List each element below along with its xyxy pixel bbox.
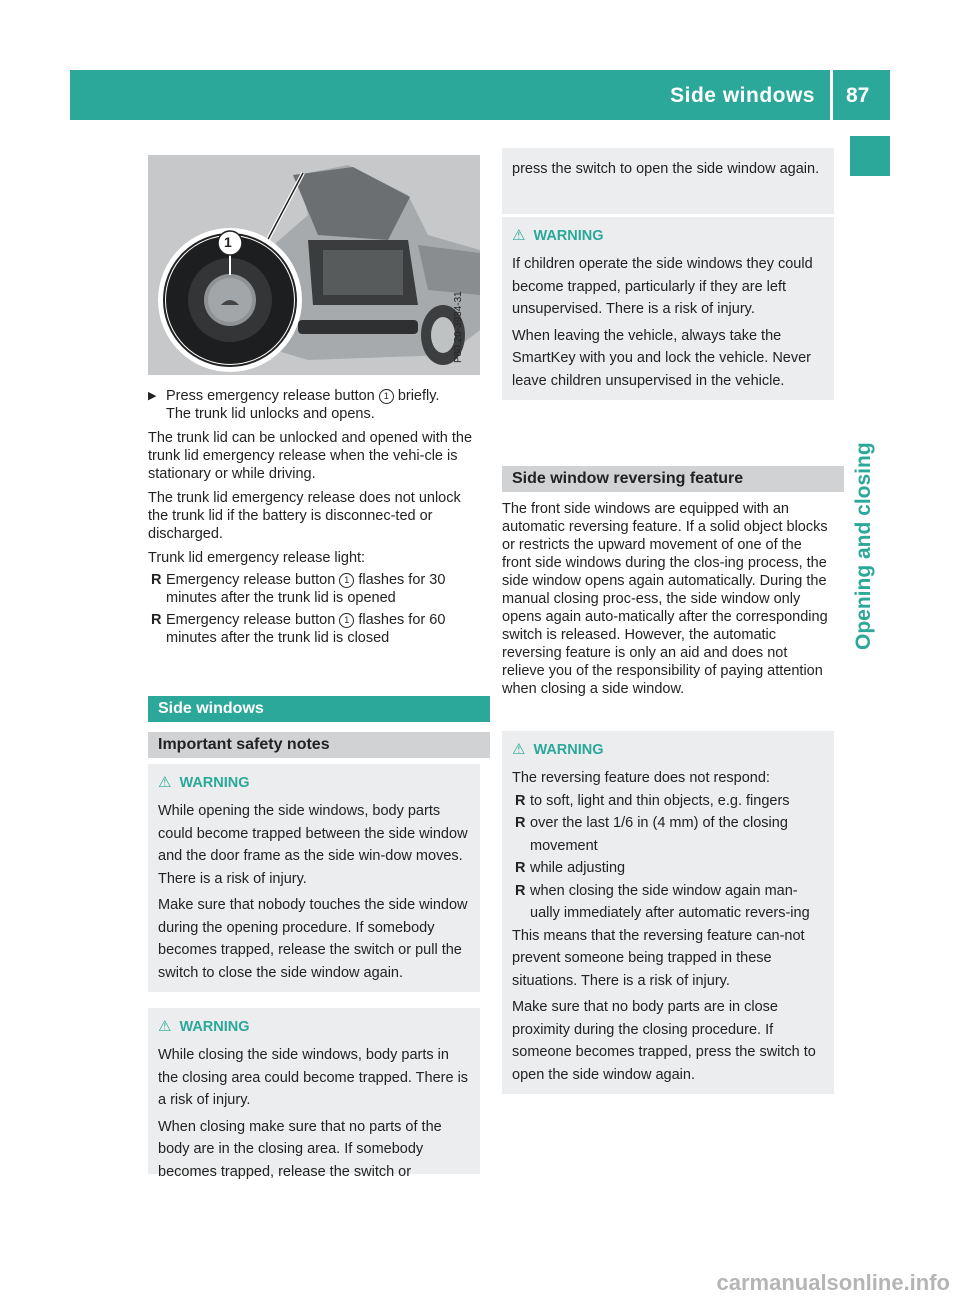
list-item: R Emergency release button 1 flashes for 30 minutes after the trunk lid is opened [151,572,446,606]
warning-text: While opening the side windows, body parts could become trapped between the side window and the door frame as the side win-dow moves. There is a risk of injury. [158,803,468,887]
warning-title: ⚠ WARNING [158,774,250,791]
subsection-heading: Important safety notes [148,732,490,758]
header-divider [830,70,833,120]
warning-text: When closing make sure that no parts of the body are in the closing area. If somebody becomes trapped, release the switch or [158,1118,442,1180]
bullet-icon: R [515,792,526,809]
warning-box [148,764,480,992]
warning-triangle-icon: ⚠ [158,774,172,791]
callout-1-icon: 1 [339,613,354,628]
warning-triangle-icon: ⚠ [512,741,526,758]
subsection-heading: Side window reversing feature [502,466,844,492]
warning-text: Make sure that no body parts are in close proximity during the closing procedure. If someone becomes trapped, press the switch to open the side window again. [512,999,816,1083]
list-item: R over the last 1/6 in (4 mm) of the closing movement [512,812,824,857]
section-tab-label: Opening and closing [852,442,875,650]
warning-text: If children operate the side windows they could become trapped, particularly if they are left unsupervised. There is a risk of injury. [512,256,813,317]
trunk-figure [148,155,480,375]
warning-text: While closing the side windows, body parts in the closing area could become trapped. There is a risk of injury. [158,1047,469,1108]
bullet-icon: R [515,860,526,876]
warning-triangle-icon: ⚠ [512,227,526,244]
step-result: The trunk lid unlocks and opens. [166,406,375,422]
bullet-icon: R [515,815,526,831]
left-column [148,387,480,647]
warning-text: The reversing feature does not respond: [512,770,770,786]
warning-text: When leaving the vehicle, always take the SmartKey with you and lock the vehicle. Never leave children unsupervised in the vehicle. [512,327,811,389]
section-tab-marker [850,136,890,176]
list-item: R to soft, light and thin objects, e.g. fingers [512,790,824,813]
list-item: R while adjusting [512,857,824,880]
list-item: R when closing the side window again man-ually immediately after automatic revers-ing [512,880,824,925]
instruction-step: ▶ Press emergency release button 1 briefly. The trunk lid unlocks and opens. [148,388,440,422]
section-heading: Side windows [148,696,490,722]
warning-triangle-icon: ⚠ [158,1018,172,1035]
figure-code: P80.20-3934-31 [453,291,464,363]
warning-title: ⚠ WARNING [512,741,604,758]
bullet-icon: R [151,612,162,628]
paragraph: The trunk lid can be unlocked and opened with the trunk lid emergency release when the vehi-cle is stationary or while driving. [148,430,473,482]
warning-box [148,1008,480,1180]
figure-callout: 1 [224,234,232,250]
paragraph: Trunk lid emergency release light: [148,550,366,566]
paragraph: The front side windows are equipped with an automatic reversing feature. If a solid object blocks or restricts the upward movement of one of the front side windows during the clos-ing process, the side window opens again automatically. During the manual closing proc-ess, the side window only opens again auto-matically after the corresponding switch is released. However, the automatic reversing feature is only an aid and does not relieve you of the responsibility of paying attention when closing a side window. [502,501,828,697]
watermark: carmanualsonline.info [716,1270,950,1295]
warning-text: press the switch to open the side window again. [512,161,820,177]
header-title: Side windows [670,84,815,107]
warning-text: This means that the reversing feature can-not prevent someone being trapped in these situations. There is a risk of injury. [512,927,805,989]
warning-box-continued [502,148,834,214]
list-item: R Emergency release button 1 flashes for 60 minutes after the trunk lid is closed [151,612,446,646]
warning-box [502,731,834,1094]
step-arrow-icon: ▶ [148,390,157,402]
warning-text: Make sure that nobody touches the side window during the opening procedure. If somebody becomes trapped, release the switch or pull the switch to close the side window again. [158,897,468,981]
callout-1-icon: 1 [379,389,394,404]
warning-box [502,217,834,400]
bullet-icon: R [151,572,162,588]
trunk-illustration [148,155,480,375]
warning-title: ⚠ WARNING [158,1018,250,1035]
warning-title: ⚠ WARNING [512,227,604,244]
paragraph: The trunk lid emergency release does not unlock the trunk lid if the battery is disconnec-ted or discharged. [148,490,461,542]
page-number: 87 [846,84,870,107]
bullet-icon: R [515,882,526,899]
callout-1-icon: 1 [339,573,354,588]
